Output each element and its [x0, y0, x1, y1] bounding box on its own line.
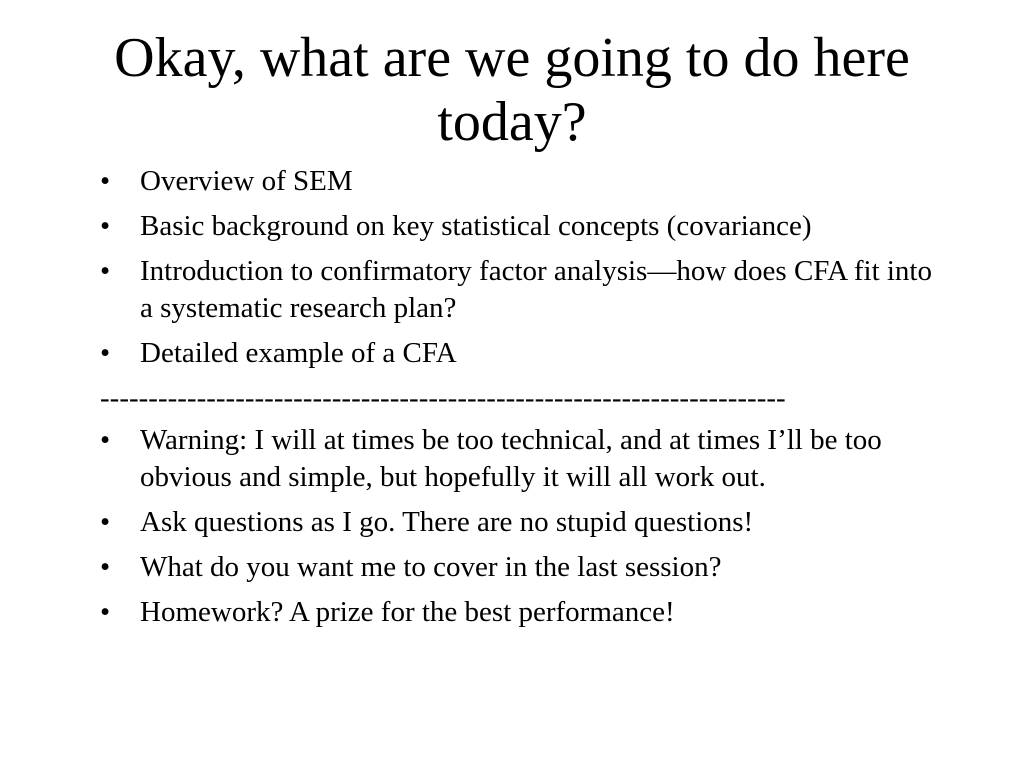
bullet-text: Basic background on key statistical concepts (covariance) — [140, 210, 812, 242]
bullet-list — [100, 163, 940, 639]
bullet-text: Overview of SEM — [140, 165, 353, 197]
bullet-text: Warning: I will at times be too technical, and at times I’ll be too obvious and simple, but hopefully it will all work out. — [140, 424, 882, 493]
bullet-marker: • — [100, 165, 111, 197]
bullet-text: Introduction to confirmatory factor analysis—how does CFA fit into a systematic research plan? — [140, 255, 932, 324]
bullet-text: Ask questions as I go. There are no stupid questions! — [140, 506, 754, 538]
bullet-item-cfa-example — [100, 335, 940, 372]
bullet-item-last-session — [100, 549, 940, 586]
bullet-item-cfa-intro — [100, 253, 940, 327]
bullet-item-warning — [100, 422, 940, 496]
bullet-text: Detailed example of a CFA — [140, 337, 457, 369]
bullet-marker: • — [100, 596, 111, 628]
dashed-divider: ----------------------------------------------------------------------- — [100, 382, 786, 414]
bullet-marker: • — [100, 255, 111, 287]
bullet-text: Homework? A prize for the best performance! — [140, 596, 675, 628]
bullet-marker: • — [100, 551, 111, 583]
bullet-marker: • — [100, 337, 111, 369]
bullet-marker: • — [100, 210, 111, 242]
bullet-item-homework — [100, 594, 940, 631]
slide-title: Okay, what are we going to do here today? — [114, 27, 910, 153]
bullet-item-overview — [100, 163, 940, 200]
bullet-marker: • — [100, 424, 111, 456]
bullet-marker: • — [100, 506, 111, 538]
bullet-item-background — [100, 208, 940, 245]
bullet-item-questions — [100, 504, 940, 541]
bullet-text: What do you want me to cover in the last session? — [140, 551, 722, 583]
